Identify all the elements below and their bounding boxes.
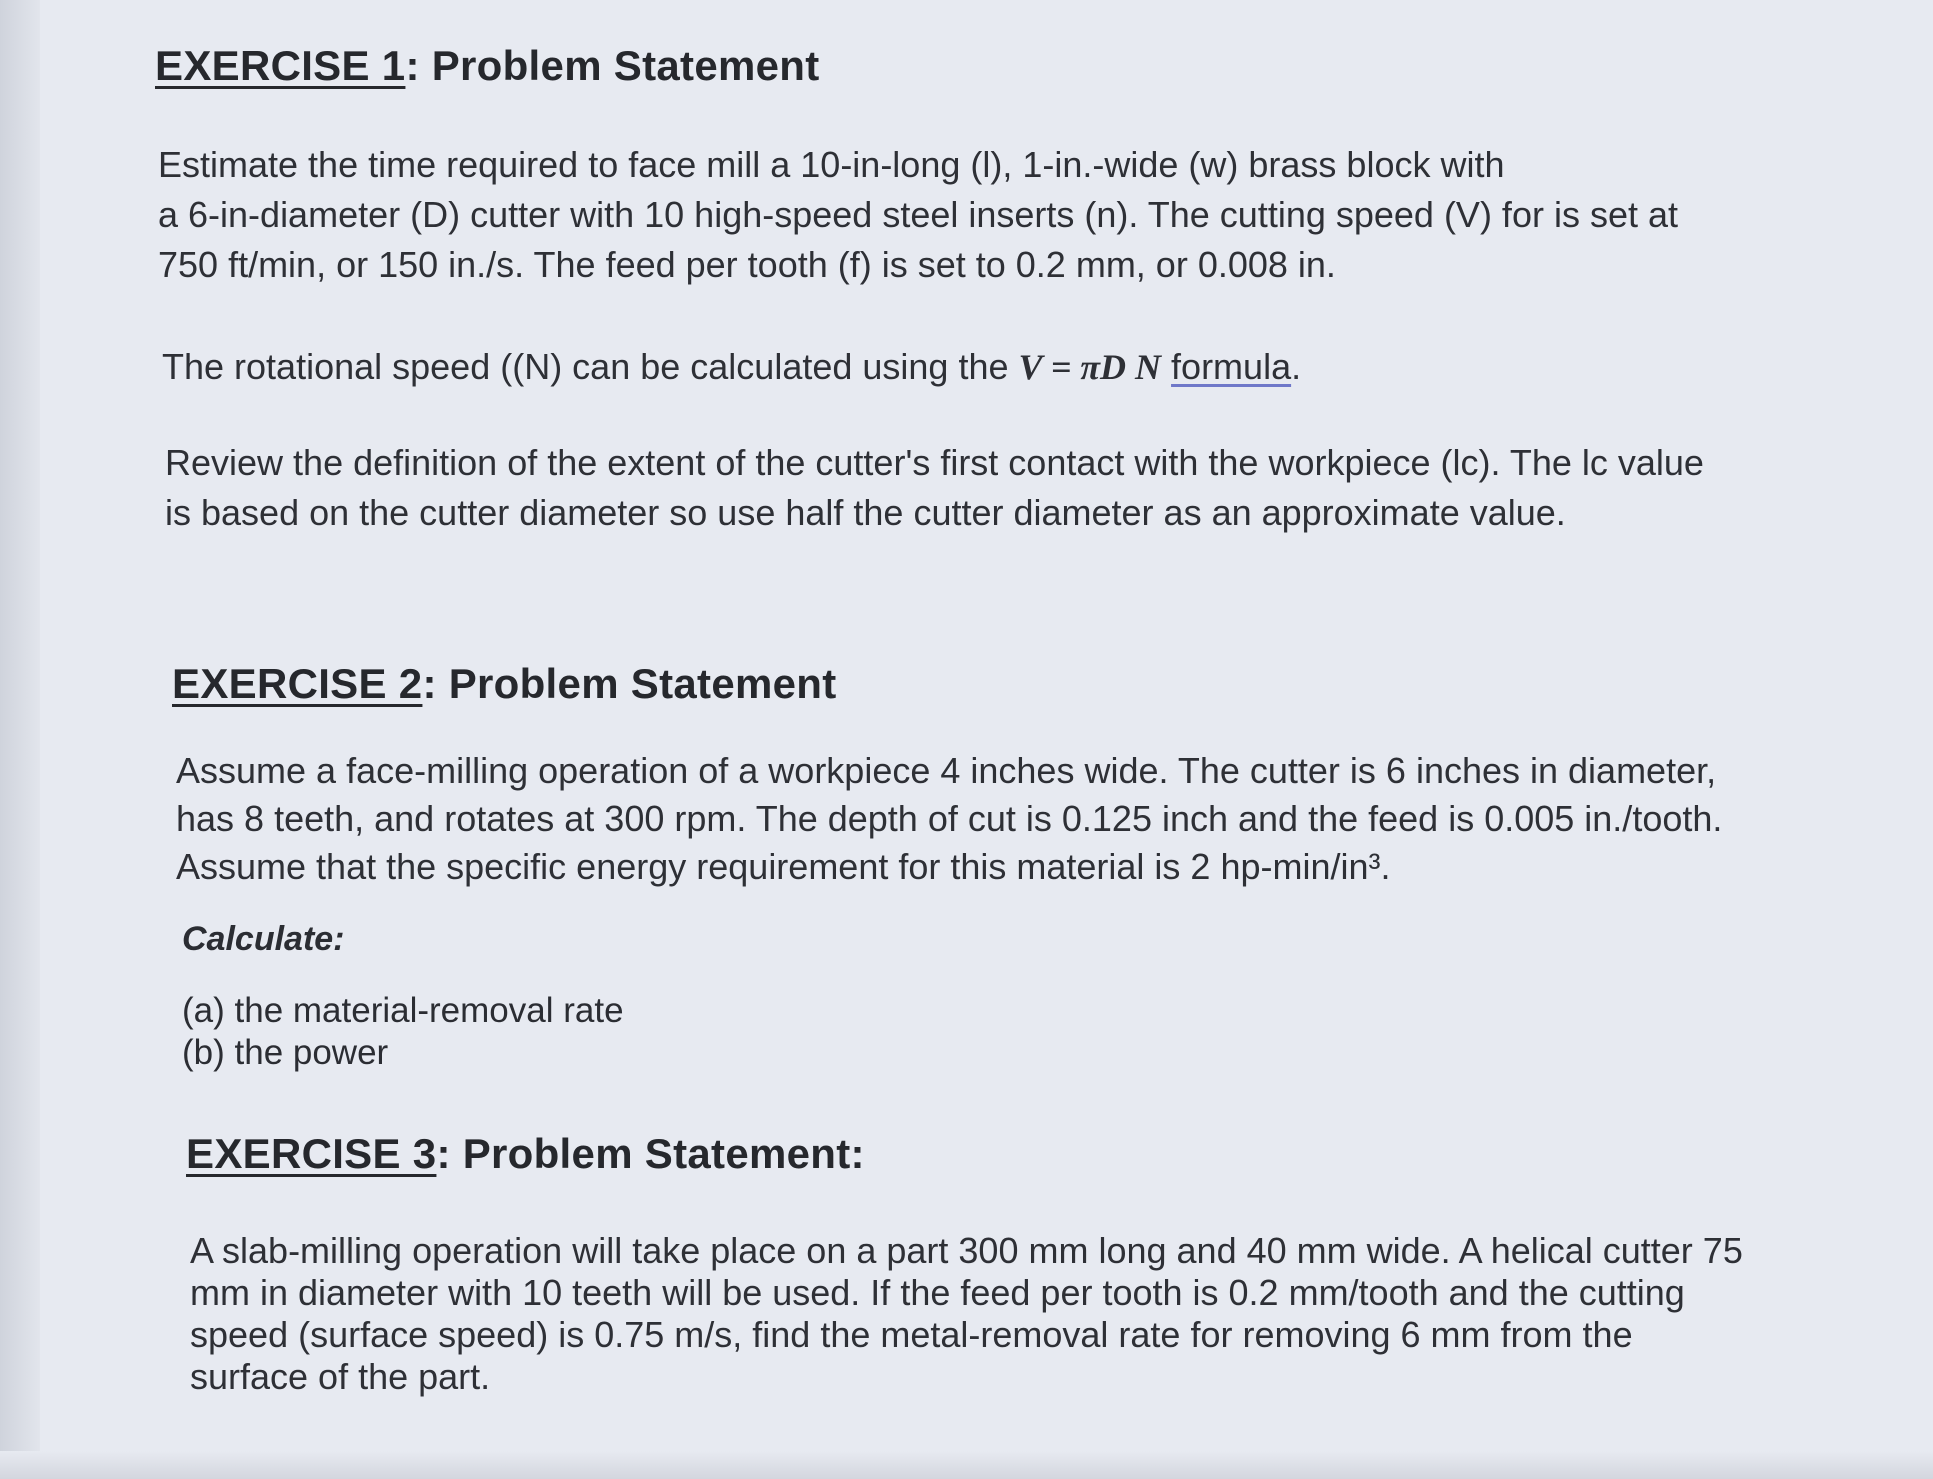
rotational-speed-period: . (1291, 346, 1302, 387)
exercise-3-label: EXERCISE 3 (186, 1130, 437, 1177)
exercise-2-heading-rest: : Problem Statement (422, 660, 837, 707)
exercise-3-line-3: speed (surface speed) is 0.75 m/s, find the metal-removal rate for removing 6 mm from the (190, 1314, 1633, 1355)
calculate-label: Calculate: (182, 920, 345, 958)
exercise-1-label: EXERCISE 1 (155, 42, 406, 89)
rotational-speed-text: The rotational speed ((N) can be calculated using the (162, 346, 1019, 387)
exercise-3-heading (186, 1130, 865, 1178)
item-a-material-removal-rate: (a) the material-removal rate (182, 991, 624, 1030)
exercise-1-rotational-speed (162, 342, 1301, 392)
exercise-2-heading (172, 660, 837, 708)
exercise-2-line-2: has 8 teeth, and rotates at 300 rpm. The depth of cut is 0.125 inch and the feed is 0.005 in./tooth. (176, 798, 1723, 839)
exercise-1-line-3: 750 ft/min, or 150 in./s. The feed per tooth (f) is set to 0.2 mm, or 0.008 in. (158, 244, 1336, 285)
exercise-3-line-1: A slab-milling operation will take place on a part 300 mm long and 40 mm wide. A helical cutter 75 (190, 1230, 1743, 1271)
exercise-3-line-4: surface of the part. (190, 1356, 491, 1397)
exercise-1-review-line-2: is based on the cutter diameter so use half the cutter diameter as an approximate value. (165, 492, 1566, 533)
exercise-2-line-1: Assume a face-milling operation of a workpiece 4 inches wide. The cutter is 6 inches in diameter, (176, 750, 1717, 791)
item-b-power: (b) the power (182, 1033, 389, 1072)
exercise-2-label: EXERCISE 2 (172, 660, 423, 707)
exercise-1-review-line-1: Review the definition of the extent of the cutter's first contact with the workpiece (lc). The lc value (165, 442, 1704, 483)
rotational-speed-formula: V = πD N (1018, 347, 1162, 387)
screen-edge (0, 0, 40, 1479)
formula-link[interactable]: formula (1171, 346, 1292, 387)
screen-bottom-edge (0, 1451, 1933, 1479)
exercise-2-line-3: Assume that the specific energy requirement for this material is 2 hp-min/in³. (176, 846, 1391, 887)
document-page (150, 40, 1870, 1450)
exercise-1-heading-rest: : Problem Statement (405, 42, 820, 89)
exercise-3-heading-rest: : Problem Statement: (436, 1130, 865, 1177)
exercise-1-line-1: Estimate the time required to face mill a 10-in-long (l), 1-in.-wide (w) brass block with (158, 144, 1505, 185)
exercise-1-heading (155, 42, 820, 90)
exercise-1-line-2: a 6-in-diameter (D) cutter with 10 high-speed steel inserts (n). The cutting speed (V) for is set at (158, 194, 1678, 235)
exercise-3-line-2: mm in diameter with 10 teeth will be used. If the feed per tooth is 0.2 mm/tooth and the cutting (190, 1272, 1685, 1313)
